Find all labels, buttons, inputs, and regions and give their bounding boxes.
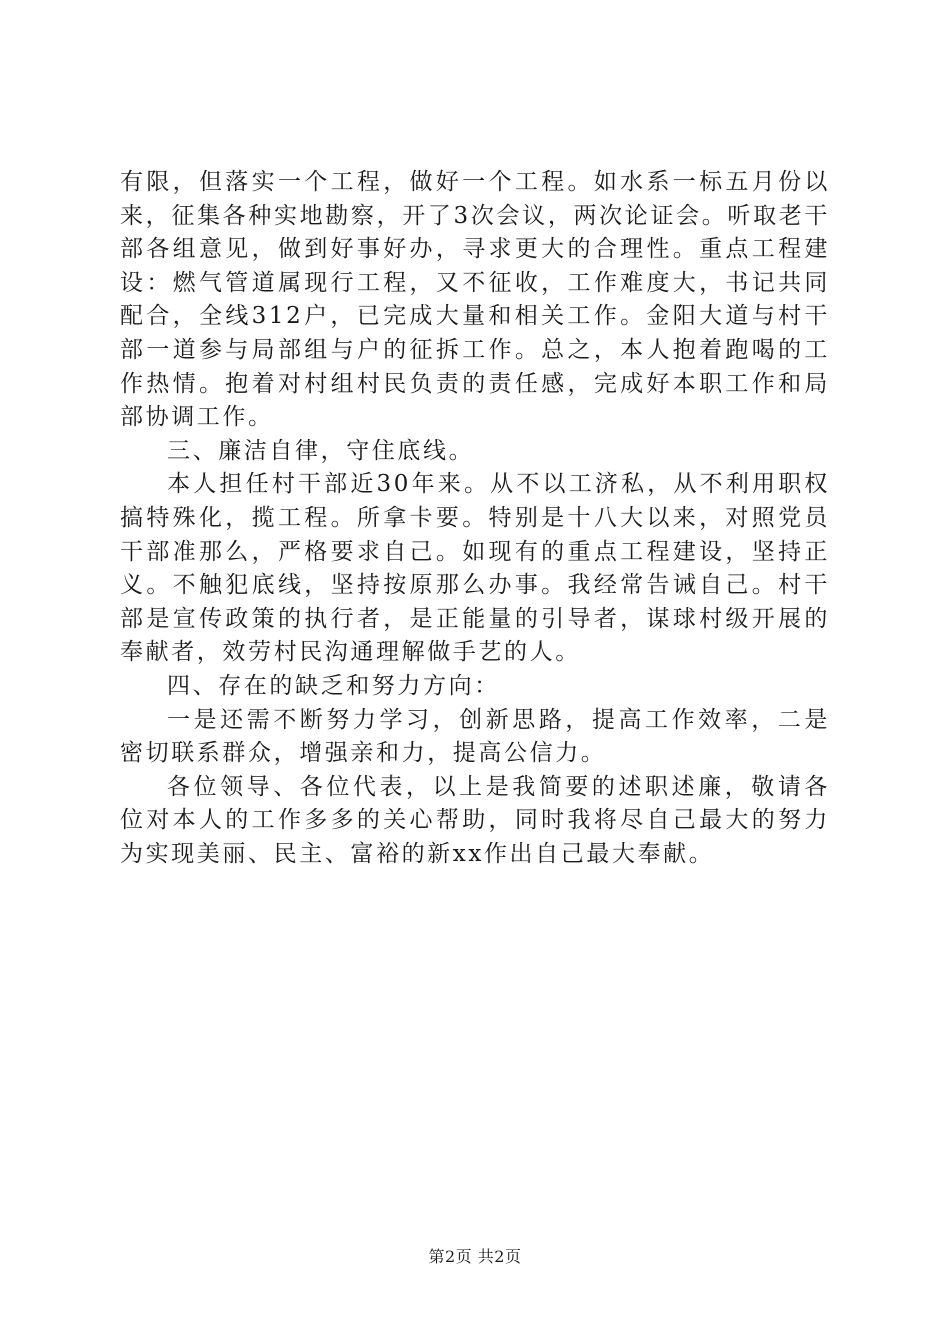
section-heading-integrity: 三、廉洁自律，守住底线。: [167, 437, 475, 464]
paragraph-shortcomings: 一是还需不断努力学习，创新思路，提高工作效率，二是密切联系群众，增强亲和力，提高公信力。: [120, 706, 830, 767]
section-heading-shortcomings: 四、存在的缺乏和努力方向：: [167, 672, 500, 699]
paragraph-closing: 各位领导、各位代表，以上是我简要的述职述廉，敬请各位对本人的工作多多的关心帮助，同时我将尽自己最大的努力为实现美丽、民主、富裕的新xx作出自己最大奉献。: [120, 773, 830, 867]
document-body: [120, 166, 830, 871]
paragraph-continuation: 有限，但落实一个工程，做好一个工程。如水系一标五月份以来，征集各种实地勘察，开了3次会议，两次论证会。听取老干部各组意见，做到好事好办，寻求更大的合理性。重点工程建设：燃气管道属现行工程，又不征收，工作难度大，书记共同配合，全线312户，已完成大量和相关工作。金阳大道与村干部一道参与局部组与户的征拆工作。总之，本人抱着跑喝的工作热情。抱着对村组村民负责的责任感，完成好本职工作和局部协调工作。: [120, 169, 830, 431]
paragraph-integrity: 本人担任村干部近30年来。从不以工济私，从不利用职权搞特殊化，揽工程。所拿卡要。特别是十八大以来，对照党员干部准那么，严格要求自己。如现有的重点工程建设，坚持正义。不触犯底线，坚持按原那么办事。我经常告诫自己。村干部是宣传政策的执行者，是正能量的引导者，谋球村级开展的奉献者，效劳村民沟通理解做手艺的人。: [120, 471, 830, 666]
page-number-footer: 第2页 共2页: [428, 1247, 522, 1266]
